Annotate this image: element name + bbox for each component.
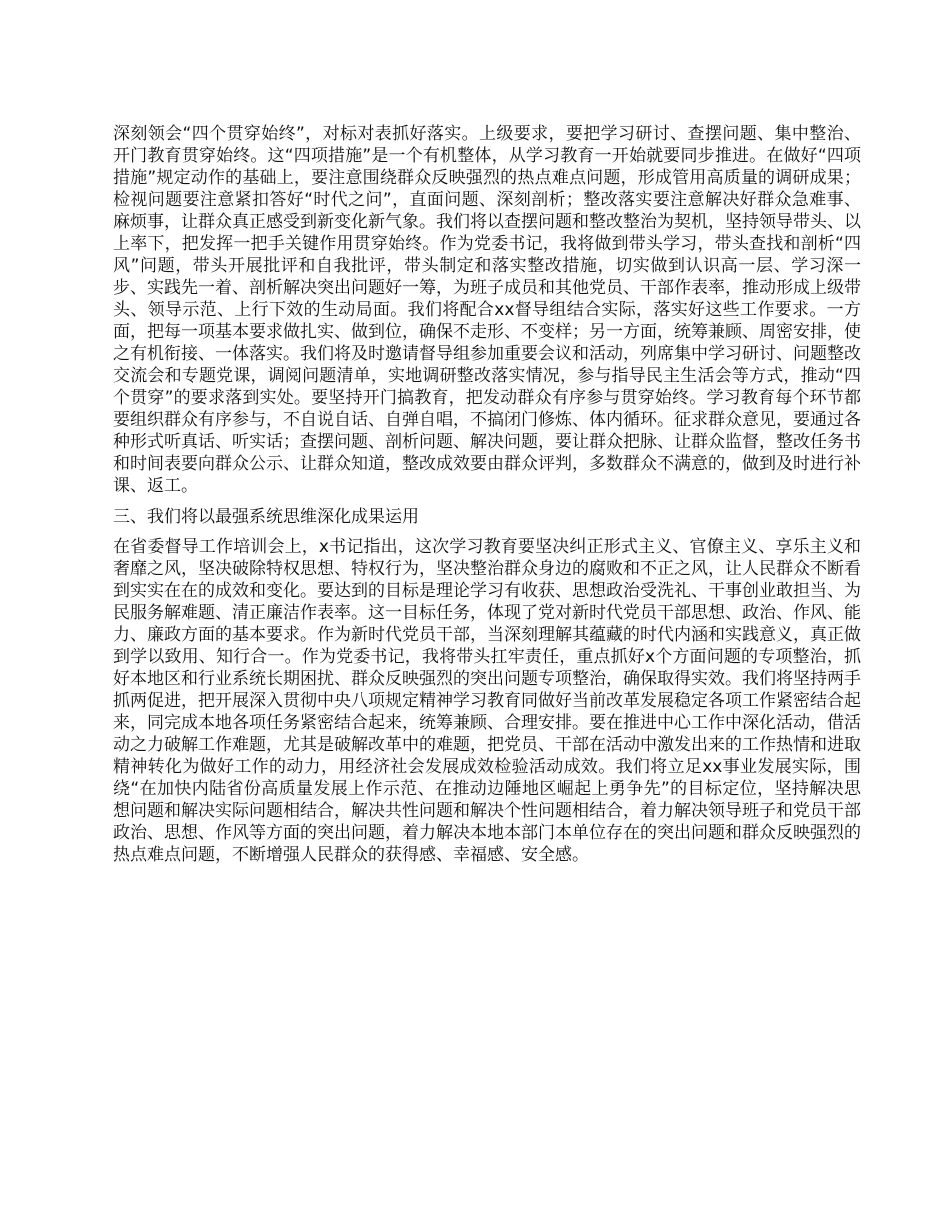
section-heading-three: 三、我们将以最强系统思维深化成果运用	[113, 507, 419, 527]
document-body	[113, 123, 861, 866]
paragraph-four-throughout: 深刻领会“四个贯穿始终”，对标对表抓好落实。上级要求，要把学习研讨、查摆问题、集中整治、开门教育贯穿始终。这“四项措施”是一个有机整体，从学习教育一开始就要同步推进。在做好“四项措施”规定动作的基础上，要注意围绕群众反映强烈的热点难点问题，形成管用高质量的调研成果；检视问题要注意紧扣答好“时代之问”，直面问题、深刻剖析；整改落实要注意解决好群众急难事、麻烦事，让群众真正感受到新变化新气象。我们将以查摆问题和整改整治为契机，坚持领导带头、以上率下，把发挥一把手关键作用贯穿始终。作为党委书记，我将做到带头学习，带头查找和剖析“四风”问题，带头开展批评和自我批评，带头制定和落实整改措施，切实做到认识高一层、学习深一步、实践先一着、剖析解决突出问题好一筹，为班子成员和其他党员、干部作表率，推动形成上级带头、领导示范、上行下效的生动局面。我们将配合xx督导组结合实际，落实好这些工作要求。一方面，把每一项基本要求做扎实、做到位，确保不走形、不变样；另一方面，统筹兼顾、周密安排，使之有机衔接、一体落实。我们将及时邀请督导组参加重要会议和活动，列席集中学习研讨、问题整改交流会和专题党课，调阅问题清单，实地调研整改落实情况，参与指导民主生活会等方式，推动“四个贯穿”的要求落到实处。要坚持开门搞教育，把发动群众有序参与贯穿始终。学习教育每个环节都要组织群众有序参与，不自说自话、自弹自唱，不搞闭门修炼、体内循环。征求群众意见，要通过各种形式听真话、听实话；查摆问题、剖析问题、解决问题，要让群众把脉、让群众监督，整改任务书和时间表要向群众公示、让群众知道，整改成效要由群众评判，多数群众不满意的，做到及时进行补课、返工。	[113, 124, 861, 496]
paragraph-deepen-results: 在省委督导工作培训会上，x书记指出，这次学习教育要坚决纠正形式主义、官僚主义、享乐主义和奢靡之风，坚决破除特权思想、特权行为，坚决整治群众身边的腐败和不正之风，让人民群众不断看到实实在在的成效和变化。要达到的目标是理论学习有收获、思想政治受洗礼、干事创业敢担当、为民服务解难题、清正廉洁作表率。这一目标任务，体现了党对新时代党员干部思想、政治、作风、能力、廉政方面的基本要求。作为新时代党员干部，当深刻理解其蕴藏的时代内涵和实践意义，真正做到学以致用、知行合一。作为党委书记，我将带头扛牢责任，重点抓好x个方面问题的专项整治，抓好本地区和行业系统长期困扰、群众反映强烈的突出问题专项整治，确保取得实效。我们将坚持两手抓两促进，把开展深入贯彻中央八项规定精神学习教育同做好当前改革发展稳定各项工作紧密结合起来，同完成本地各项任务紧密结合起来，统筹兼顾、合理安排。要在推进中心工作中深化活动，借活动之力破解工作难题，尤其是破解改革中的难题，把党员、干部在活动中激发出来的工作热情和进取精神转化为做好工作的动力，用经济社会发展成效检验活动成效。我们将立足xx事业发展实际，围绕“在加快内陆省份高质量发展上作示范、在推动边陲地区崛起上勇争先”的目标定位，坚持解决思想问题和解决实际问题相结合，解决共性问题和解决个性问题相结合，着力解决领导班子和党员干部政治、思想、作风等方面的突出问题，着力解决本地本部门本单位存在的突出问题和群众反映强烈的热点难点问题，不断增强人民群众的获得感、幸福感、安全感。	[113, 537, 861, 865]
